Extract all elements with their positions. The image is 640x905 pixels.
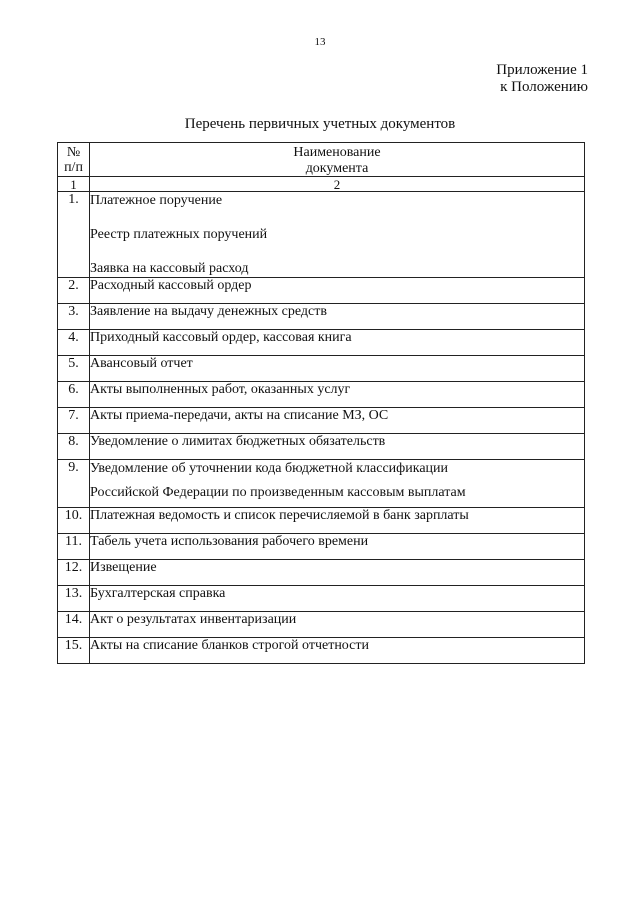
table-row [58,382,585,408]
column-number-2: 2 [90,177,585,192]
appendix-note [496,62,588,96]
table-row [58,434,585,460]
row-number: 8. [58,434,90,460]
row-name: Платежная ведомость и список перечисляемой в банк зарплаты [90,508,585,534]
header-name-line-2: документа [305,160,369,176]
row-number: 13. [58,586,90,612]
row-name [90,192,585,278]
row-line: Платежное поручение [90,193,223,208]
header-number-cell [58,143,90,177]
table-row [58,586,585,612]
page-number: 13 [314,36,326,48]
appendix-line-2: к Положению [500,79,588,95]
header-number-line-2: п/п [64,159,83,175]
row-number: 11. [58,534,90,560]
appendix-line-1: Приложение 1 [496,62,588,78]
row-number: 6. [58,382,90,408]
table-row [58,508,585,534]
row-name: Акт о результатах инвентаризации [90,612,585,638]
table-row [58,560,585,586]
table-row [58,638,585,664]
row-line: Заявка на кассовый расход [90,261,249,276]
row-number: 5. [58,356,90,382]
row-number: 2. [58,278,90,304]
document-title: Перечень первичных учетных документов [184,116,456,132]
table-row [58,192,585,278]
row-name: Расходный кассовый ордер [90,278,585,304]
row-line: Реестр платежных поручений [90,227,268,242]
table-row [58,534,585,560]
row-number: 3. [58,304,90,330]
table-row [58,278,585,304]
table-row [58,612,585,638]
row-number: 9. [58,460,90,508]
column-number-row [58,177,585,192]
row-name: Приходный кассовый ордер, кассовая книга [90,330,585,356]
row-line: Уведомление об уточнении кода бюджетной классификации [90,461,449,476]
table-row [58,460,585,508]
table-row [58,304,585,330]
row-name: Авансовый отчет [90,356,585,382]
row-name: Заявление на выдачу денежных средств [90,304,585,330]
row-line: Российской Федерации по произведенным кассовым выплатам [90,485,466,500]
header-name-line-1: Наименование [293,144,381,160]
column-number-1: 1 [58,177,90,192]
row-number: 7. [58,408,90,434]
row-name: Извещение [90,560,585,586]
row-name: Акты выполненных работ, оказанных услуг [90,382,585,408]
row-number: 15. [58,638,90,664]
row-name: Бухгалтерская справка [90,586,585,612]
row-name: Акты приема-передачи, акты на списание МЗ, ОС [90,408,585,434]
documents-table [57,142,585,664]
row-number: 14. [58,612,90,638]
table-row [58,356,585,382]
row-name: Табель учета использования рабочего времени [90,534,585,560]
row-name [90,460,585,508]
table-header-row [58,143,585,177]
header-name-cell [90,143,585,177]
row-number: 10. [58,508,90,534]
row-name: Уведомление о лимитах бюджетных обязательств [90,434,585,460]
row-number: 12. [58,560,90,586]
row-number: 1. [58,192,90,278]
table-row [58,408,585,434]
header-number-line-1: № [66,144,81,160]
row-number: 4. [58,330,90,356]
table-row [58,330,585,356]
row-name: Акты на списание бланков строгой отчетности [90,638,585,664]
